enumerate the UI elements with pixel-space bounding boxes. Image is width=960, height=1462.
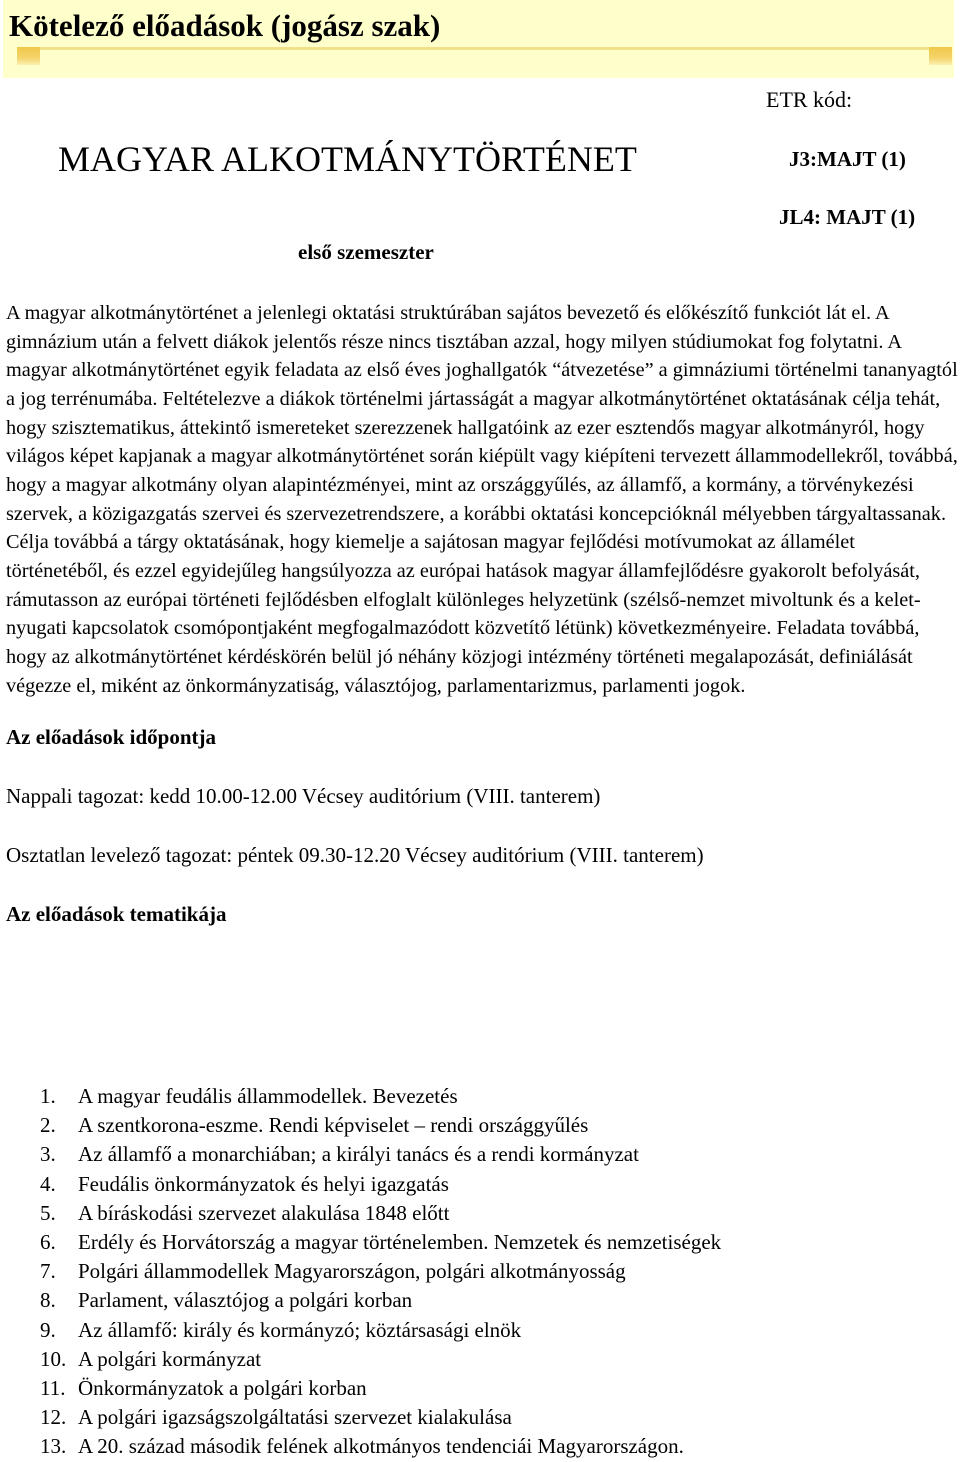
list-item xyxy=(40,1345,721,1374)
list-item xyxy=(40,1111,721,1140)
list-item-text: Polgári állammodellek Magyarországon, polgári alkotmányosság xyxy=(78,1259,626,1284)
list-item-text: A polgári igazságszolgáltatási szervezet kialakulása xyxy=(78,1405,512,1430)
list-item xyxy=(40,1257,721,1286)
list-item xyxy=(40,1082,721,1111)
list-item-text: Feudális önkormányzatok és helyi igazgatás xyxy=(78,1171,449,1196)
banner-divider xyxy=(17,47,943,50)
schedule-correspondence: Osztatlan levelező tagozat: péntek 09.30-12.20 Vécsey auditórium (VIII. tanterem) xyxy=(6,843,704,868)
list-item-number: 1. xyxy=(40,1084,56,1108)
list-item xyxy=(40,1170,721,1199)
list-item xyxy=(40,1140,721,1169)
list-item xyxy=(40,1374,721,1403)
list-item-text: Parlament, választójog a polgári korban xyxy=(78,1288,413,1313)
list-item xyxy=(40,1316,721,1345)
list-item-number: 7. xyxy=(40,1259,56,1284)
list-item-number: 2. xyxy=(40,1113,56,1138)
topics-list xyxy=(40,1082,721,1462)
list-item xyxy=(40,1286,721,1315)
schedule-heading: Az előadások időpontja xyxy=(6,725,217,750)
list-item-number: 8. xyxy=(40,1288,56,1313)
list-item-number: 13. xyxy=(40,1434,67,1459)
list-item-number: 6. xyxy=(40,1230,56,1255)
page-title: Kötelező előadások (jogász szak) xyxy=(9,8,441,43)
course-code-primary: J3:MAJT (1) xyxy=(789,147,906,171)
course-description: A magyar alkotmánytörténet a jelenlegi oktatási struktúrában sajátos bevezető és előkészítő funkciót lát el. A gimnázium után a felvett diákok jelentős része nincs tisztában azzal, hogy milyen stúdiumokat fog folytatni. A magyar alkotmánytörténet egyik feladata az első éves joghallgatók “átvezetése” a gimnáziumi történelmi tananyagtól a jog terrénumába. Feltételezve a diákok történelmi jártasságát a magyar alkotmánytörténet oktatásának célja tehát, hogy szisztematikus, áttekintő ismereteket szerezzenek hallgatóink az ezer esztendős magyar alkotmányról, hogy világos képet kapjanak a magyar alkotmánytörténet során kiépült vagy kiépíteni tervezett állammodellekről, továbbá, hogy a magyar alkotmány olyan alapintézményei, mint az országgyűlés, az államfő, a kormány, a törvénykezési szervek, a közigazgatás szervei és szervezetrendszere, a korábbi oktatási koncepcióknál mélyebben tárgyaltassanak. Célja továbbá a tárgy oktatásának, hogy kiemelje a sajátosan magyar fejlődési motívumokat az államélet történetéből, és ezzel egyidejűleg hangsúlyozza az európai hatások magyar államfejlődésre gyakorolt befolyását, rámutasson az európai történeti fejlődésben elfoglalt különleges helyzetünk (szélső-nemzet mivoltunk és a kelet-nyugati kapcsolatok csomópontjaként megfogalmazódott közvetítő létünk) következményeire. Feladata továbbá, hogy az alkotmánytörténet kérdéskörén belül jó néhány közjogi intézmény történeti megalapozását, definiálását végezze el, miként az önkormányzatiság, választójog, parlamentarizmus, parlamenti jogok. xyxy=(6,302,958,697)
semester-label: első szemeszter xyxy=(298,240,434,264)
list-item-text: A magyar feudális állammodellek. Bevezetés xyxy=(78,1084,458,1108)
list-item xyxy=(40,1199,721,1228)
list-item xyxy=(40,1432,721,1461)
list-item-text: Erdély és Horvátország a magyar történelemben. Nemzetek és nemzetiségek xyxy=(78,1230,722,1255)
list-item-text: Az államfő: király és kormányzó; köztársasági elnök xyxy=(78,1317,522,1342)
list-item-number: 4. xyxy=(40,1171,56,1196)
course-title: MAGYAR ALKOTMÁNYTÖRTÉNET xyxy=(58,139,637,179)
list-item-number: 12. xyxy=(40,1405,67,1430)
list-item-number: 9. xyxy=(40,1317,56,1342)
list-item-text: Önkormányzatok a polgári korban xyxy=(78,1376,367,1401)
schedule-daytime: Nappali tagozat: kedd 10.00-12.00 Vécsey auditórium (VIII. tanterem) xyxy=(6,784,601,809)
topics-heading: Az előadások tematikája xyxy=(6,902,227,927)
etr-code-label: ETR kód: xyxy=(766,87,853,112)
list-item-text: A polgári kormányzat xyxy=(78,1346,262,1371)
list-item-number: 5. xyxy=(40,1200,56,1225)
list-item-number: 11. xyxy=(40,1376,66,1401)
list-item-text: A bíráskodási szervezet alakulása 1848 előtt xyxy=(78,1200,450,1225)
list-item-text: Az államfő a monarchiában; a királyi tanács és a rendi kormányzat xyxy=(78,1142,639,1167)
header-banner xyxy=(3,0,954,78)
course-code-secondary: JL4: MAJT (1) xyxy=(779,205,916,229)
list-item-text: A 20. század második felének alkotmányos tendenciái Magyarországon. xyxy=(78,1434,684,1459)
list-item xyxy=(40,1403,721,1432)
banner-corner-right xyxy=(929,47,952,65)
list-item-text: A szentkorona-eszme. Rendi képviselet – rendi országgyűlés xyxy=(78,1113,589,1138)
list-item xyxy=(40,1228,721,1257)
list-item-number: 10. xyxy=(40,1346,67,1371)
banner-corner-left xyxy=(17,47,40,65)
list-item-number: 3. xyxy=(40,1142,56,1167)
course-content xyxy=(6,299,958,928)
